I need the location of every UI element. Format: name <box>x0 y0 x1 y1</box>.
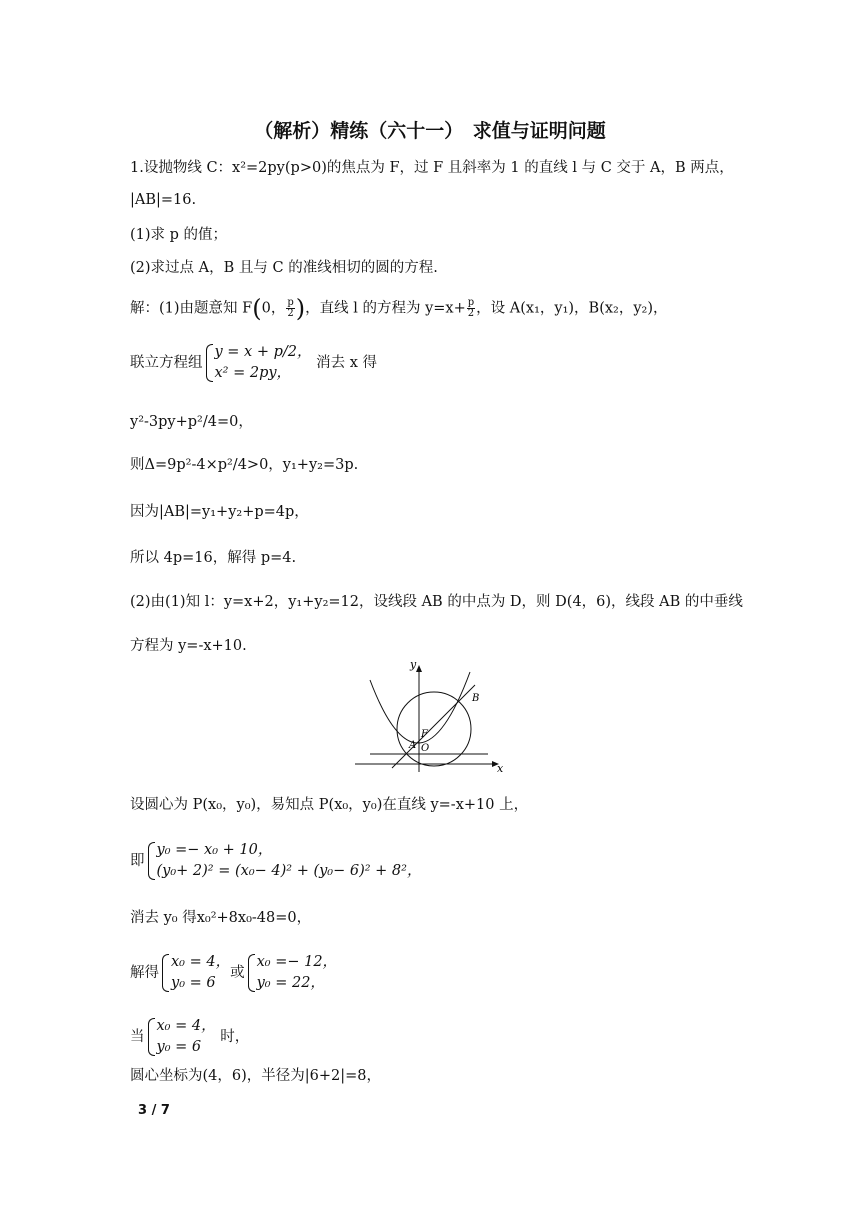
origin-label: O <box>421 743 430 754</box>
y-axis-label: y <box>410 660 417 671</box>
problem-line-2: |AB|=16. <box>130 192 197 208</box>
problem-part-1: (1)求 p 的值； <box>130 227 228 243</box>
focus-point-x: 0， <box>261 300 286 317</box>
solution-system-b: x₀ =− 12， y₀ = 22， <box>247 952 337 994</box>
point-b-label: B <box>472 693 480 704</box>
solution-step-8: 方程为 y=-x+10. <box>130 638 247 654</box>
solution-step-3: y²-3py+p²/4=0， <box>130 414 253 430</box>
solution-step-6: 所以 4p=16，解得 p=4. <box>130 550 297 566</box>
step1-prefix: 解：(1)由题意知 F <box>130 300 253 317</box>
x-axis-label: x <box>497 762 504 775</box>
equation-system-1: y = x + p/2， x² = 2py， <box>205 342 312 384</box>
solution-step-14: 圆心坐标为(4，6)，半径为|6+2|=8， <box>130 1068 382 1084</box>
point-a-label: A <box>409 740 417 751</box>
solution-system-a: x₀ = 4， y₀ = 6 <box>161 952 230 994</box>
problem-part-2: (2)求过点 A，B 且与 C 的准线相切的圆的方程. <box>130 260 438 276</box>
condition-system: x₀ = 4， y₀ = 6 <box>147 1016 216 1058</box>
solution-step-1: 解：(1)由题意知 F(0， $\frac{p}{2}$ )，直线 l 的方程为 y=x+ $\frac{p}{2}$ ，设 A(x₁，y₁)，B(x₂，y₂)， <box>130 294 668 323</box>
solution-step-2 <box>130 342 377 384</box>
page-number: 3 / 7 <box>138 1103 170 1118</box>
solution-step-12: 解得 x₀ = 4， y₀ = 6 或 x₀ =− 12， y₀ = 22， <box>130 952 337 994</box>
solution-step-13: 当 x₀ = 4， y₀ = 6 时， <box>130 1016 249 1058</box>
solution-step-4: 则Δ=9p²-4×p²/4>0，y₁+y₂=3p. <box>130 457 359 473</box>
page-title: （解析）精练（六十一） 求值与证明问题 <box>254 120 606 142</box>
fraction-p-over-2: $\frac{p}{2}$ <box>287 297 294 319</box>
solution-step-10: 即 y₀ =− x₀ + 10， (y₀+ 2)² = (x₀− 4)² + (y₀− 6)² + 8²， <box>130 840 421 882</box>
solution-step-11: 消去 y₀ 得x₀²+8x₀-48=0， <box>130 910 312 926</box>
solution-step-7: (2)由(1)知 l：y=x+2，y₁+y₂=12，设线段 AB 的中点为 D，则 D(4，6)，线段 AB 的中垂线 <box>130 594 743 610</box>
fraction-p-over-2-b: $\frac{p}{2}$ <box>467 297 475 319</box>
step1-tail: ，设 A(x₁，y₁)，B(x₂，y₂)， <box>476 300 668 317</box>
system-label: 联立方程组 <box>130 355 203 371</box>
problem-line-1: 1.设抛物线 C：x²=2py(p>0)的焦点为 F，过 F 且斜率为 1 的直线 l 与 C 交于 A，B 两点， <box>130 160 734 176</box>
solution-step-9: 设圆心为 P(x₀，y₀)，易知点 P(x₀，y₀)在直线 y=-x+10 上， <box>130 797 529 813</box>
step2-tail: 消去 x 得 <box>316 355 378 371</box>
solution-step-5: 因为|AB|=y₁+y₂+p=4p， <box>130 504 309 520</box>
equation-system-2: y₀ =− x₀ + 10， (y₀+ 2)² = (x₀− 4)² + (y₀− 6)² + 8²， <box>147 840 422 882</box>
parabola-circle-figure <box>350 660 510 775</box>
step1-mid: ，直线 l 的方程为 y=x+ <box>305 300 466 317</box>
point-f-label: F <box>421 729 428 740</box>
